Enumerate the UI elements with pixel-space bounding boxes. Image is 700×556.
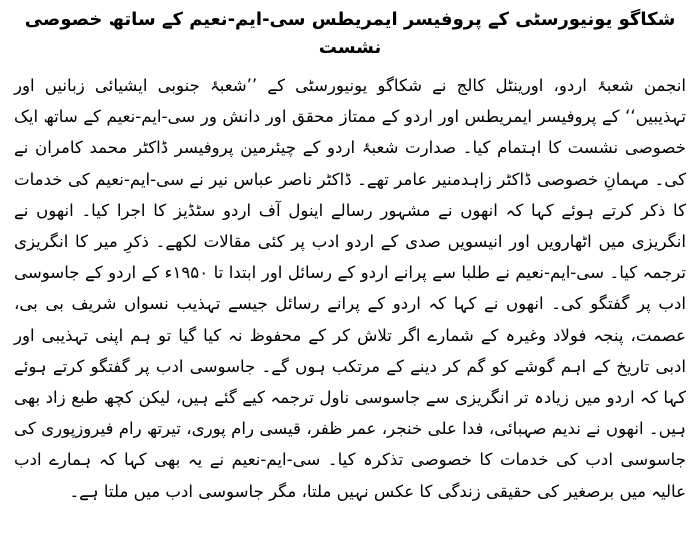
article-headline: شکاگو یونیورسٹی کے پروفیسر ایمریطس سی-ایم-نعیم کے ساتھ خصوصی نشست [24,9,676,58]
article-body: انجمن شعبۂ اردو، اورینٹل کالج نے شکاگو یونیورسٹی کے ’’شعبۂ جنوبی ایشیائی زبانیں اور تہذیبیں‘‘ کے پروفیسر ایمریطس اور اردو کے ممتاز محقق اور دانش ور سی-ایم-نعیم کے ساتھ ایک خصوصی نشست کا اہتمام کیا۔ صدارت شعبۂ اردو کے چیئرمین پروفیسر ڈاکٹر محمد کامران نے کی۔ مہمانِ خصوصی ڈاکٹر زاہدمنیر عامر تھے۔ ڈاکٹر ناصر عباس نیر نے سی-ایم-نعیم کی خدمات کا ذکر کرتے ہوئے کہا کہ انھوں نے مشہور رسالے اینول آف اردو سٹڈیز کا اجرا کیا۔ انھوں نے انگریزی میں اٹھارویں اور انیسویں صدی کے اردو ادب پر کئی مقالات لکھے۔ ذکرِ میر کا انگریزی ترجمہ کیا۔ سی-ایم-نعیم نے طلبا سے پرانے اردو کے رسائل اور ابتدا تا ۱۹۵۰ء کے اردو کے جاسوسی ادب پر گفتگو کی۔ انھوں نے کہا کہ اردو کے پرانے رسائل جیسے تہذیب نسواں شریف بی بی، عصمت، پنجہ فولاد وغیرہ کے شمارے اگر تلاش کر کے محفوظ نہ کیا گیا تو ہم اپنی تہذیبی اور ادبی تاریخ کے اہم گوشے کو گم کر دینے کے مرتکب ہوں گے۔ جاسوسی ادب پر گفتگو کرتے ہوئے کہا کہ اردو میں زیادہ تر انگریزی سے جاسوسی ناول ترجمہ کیے گئے ہیں، لیکن کچھ طبع زاد بھی ہیں۔ انھوں نے ندیم صہبائی، فدا علی خنجر، عمر ظفر، قیسی رام پوری، تیرتھ رام فیروزپوری کی جاسوسی ادب کی خدمات کا خصوصی تذکرہ کیا۔ سی-ایم-نعیم نے یہ بھی کہا کہ ہمارے ادب عالیہ میں برصغیر کی حقیقی زندگی کا عکس نہیں ملتا، مگر جاسوسی ادب میں ملتا ہے۔ [14,76,686,501]
